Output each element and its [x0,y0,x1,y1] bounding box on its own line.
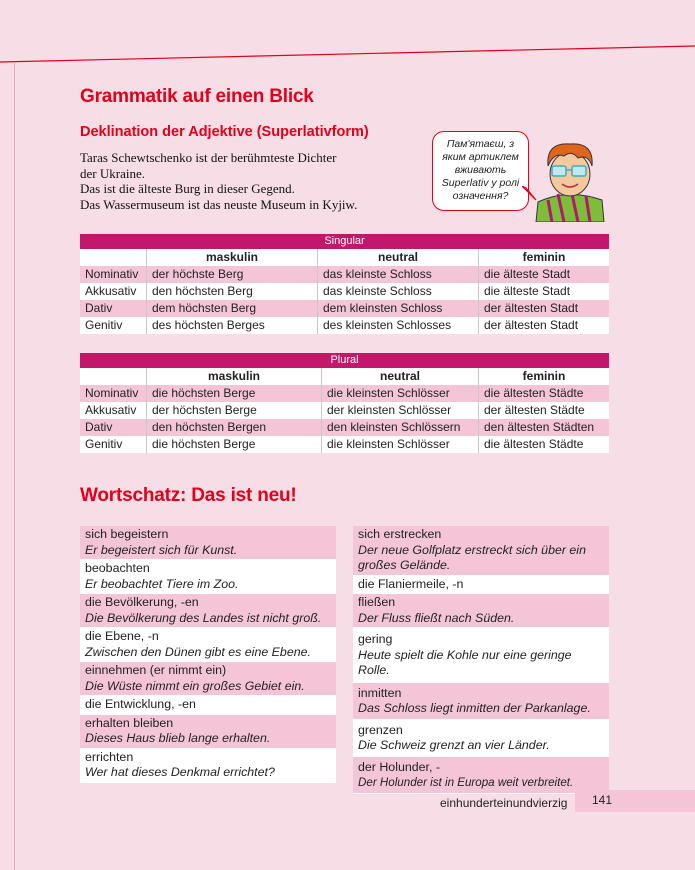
vocab-list-right [353,526,609,794]
table-cell: den kleinsten Schlössern [322,419,479,436]
table-cell: der ältesten Stadt [479,300,610,317]
vocab-example: Die Wüste nimmt ein großes Gebiet ein. [85,678,305,693]
table-cell: dem kleinsten Schloss [318,300,479,317]
vocab-entry [353,594,609,628]
vocab-word: gering [358,632,393,646]
vocab-entry [80,715,336,749]
vocab-entry [80,696,336,715]
bubble-line: яким артиклем [442,151,519,163]
case-cell: Akkusativ [80,283,147,300]
bubble-line: Пам'ятаєш, з [446,138,515,150]
vocab-example: Die Bevölkerung des Landes ist nicht groß. [85,610,322,625]
table-row [80,300,609,317]
vocab-example: Er beobachtet Tiere im Zoo. [85,576,239,591]
vocab-word: errichten [85,749,134,764]
vocab-entry [80,526,336,560]
vocab-entry [80,594,336,628]
vocab-example: Wer hat dieses Denkmal errichtet? [85,765,275,779]
example-line: Das Wassermuseum ist das neuste Museum in Kyjiw. [80,196,358,212]
vocab-example: Heute spielt die Kohle nur eine geringe Rolle. [358,647,572,677]
vocab-example: Das Schloss liegt inmitten der Parkanlage. [358,701,591,715]
plural-table [80,353,609,453]
grammar-subtitle: Deklination der Adjektive (Superlativform) [80,124,369,140]
column-header: neutral [318,249,479,266]
vocab-word: erhalten bleiben [85,715,174,730]
vocab-entry [80,560,336,594]
table-cell: die älteste Stadt [479,266,610,283]
table-cell: den höchsten Bergen [147,419,322,436]
speech-bubble [432,131,529,211]
vocab-word: grenzen [358,722,403,737]
vocab-entry [353,683,609,720]
table-cell: des kleinsten Schlosses [318,317,479,334]
vocab-word: die Bevölkerung, -en [85,595,199,609]
table-cell: die höchsten Berge [147,385,322,402]
table-cell: das kleinste Schloss [318,266,479,283]
top-red-line [0,0,695,80]
vocab-entry [353,576,609,595]
case-cell: Dativ [80,419,147,436]
vocab-word: sich begeistern [85,527,169,541]
column-header: neutral [322,368,479,385]
case-header-empty [80,249,147,266]
table-cell: die ältesten Städte [479,385,610,402]
vocab-entry [353,628,609,683]
case-cell: Dativ [80,300,147,317]
table-cell: der höchsten Berge [147,402,322,419]
vocab-word: fließen [358,595,396,609]
example-sentences [80,150,357,212]
table-row [80,436,609,453]
table-row [80,283,609,300]
vocab-title: Wortschatz: Das ist neu! [80,485,297,506]
vocab-word: beobachten [85,561,150,575]
vocab-example: Der Fluss fließt nach Süden. [358,610,515,625]
vocab-word: sich erstrecken [358,527,442,541]
case-cell: Nominativ [80,385,147,402]
vocab-entry [353,526,609,576]
vocab-word: einnehmen (er nimmt ein) [85,663,227,677]
case-cell: Genitiv [80,436,147,453]
singular-label: Singular [80,234,609,249]
vocab-example: Die Schweiz grenzt an vier Länder. [358,738,550,752]
example-line: der Ukraine. [80,165,145,181]
table-row [80,266,609,283]
table-cell: der ältesten Städte [479,402,610,419]
table-cell: den ältesten Städten [479,419,610,436]
table-cell: die kleinsten Schlösser [322,436,479,453]
vocab-word: die Entwicklung, -en [85,697,196,711]
column-header: maskulin [147,249,318,266]
top-decoration [0,0,695,80]
page-number: 141 [592,793,613,807]
example-line: Das ist die älteste Burg in dieser Gegend. [80,181,295,196]
table-cell: die älteste Stadt [479,283,610,300]
boy-illustration [528,136,608,222]
vocab-example: großes Gelände. [358,558,451,572]
table-cell: die ältesten Städte [479,436,610,453]
column-header: feminin [479,249,610,266]
plural-label: Plural [80,353,609,368]
table-cell: die höchsten Berge [147,436,322,453]
vocab-entry [80,628,336,662]
vocab-list-left [80,526,336,783]
grammar-title: Grammatik auf einen Blick [80,86,314,107]
bubble-line: Superlativ у ролі [441,177,520,189]
table-row [80,402,609,419]
case-cell: Akkusativ [80,402,147,419]
table-row [80,317,609,334]
vocab-entry [80,662,336,696]
table-cell: dem höchsten Berg [147,300,318,317]
vocab-example: Er begeistert sich für Kunst. [85,542,238,557]
example-line: Taras Schewtschenko ist der berühmteste Dichter [80,150,337,165]
table-cell: der ältesten Stadt [479,317,610,334]
vocab-entry [80,749,336,783]
vocab-example: Zwischen den Dünen gibt es eine Ebene. [85,644,311,659]
vocab-example: Der Holunder ist in Europa weit verbreitet. [358,776,574,789]
vocab-example: Der neue Golfplatz erstreckt sich über ein [358,542,586,557]
table-cell: des höchsten Berges [147,317,318,334]
bubble-line: вживають [454,164,507,176]
table-cell: der kleinsten Schlösser [322,402,479,419]
case-cell: Genitiv [80,317,147,334]
vocab-word: die Ebene, -n [85,629,159,643]
table-row [80,419,609,436]
case-header-empty [80,368,147,385]
table-cell: das kleinste Schloss [318,283,479,300]
table-cell: die kleinsten Schlösser [322,385,479,402]
table-cell: der höchste Berg [147,266,318,283]
column-header: maskulin [147,368,322,385]
vocab-word: der Holunder, - [358,759,440,774]
column-header: feminin [479,368,610,385]
margin-line [14,62,15,870]
vocab-entry [353,720,609,757]
vocab-entry [353,757,609,794]
table-row [80,385,609,402]
case-cell: Nominativ [80,266,147,283]
page-number-words: einhunderteinundvierzig [440,796,568,810]
bubble-line: означення? [452,190,509,202]
vocab-word: die Flaniermeile, -n [358,576,464,591]
table-cell: den höchsten Berg [147,283,318,300]
singular-table [80,234,609,334]
vocab-word: inmitten [358,685,402,700]
vocab-example: Dieses Haus blieb lange erhalten. [85,731,271,745]
